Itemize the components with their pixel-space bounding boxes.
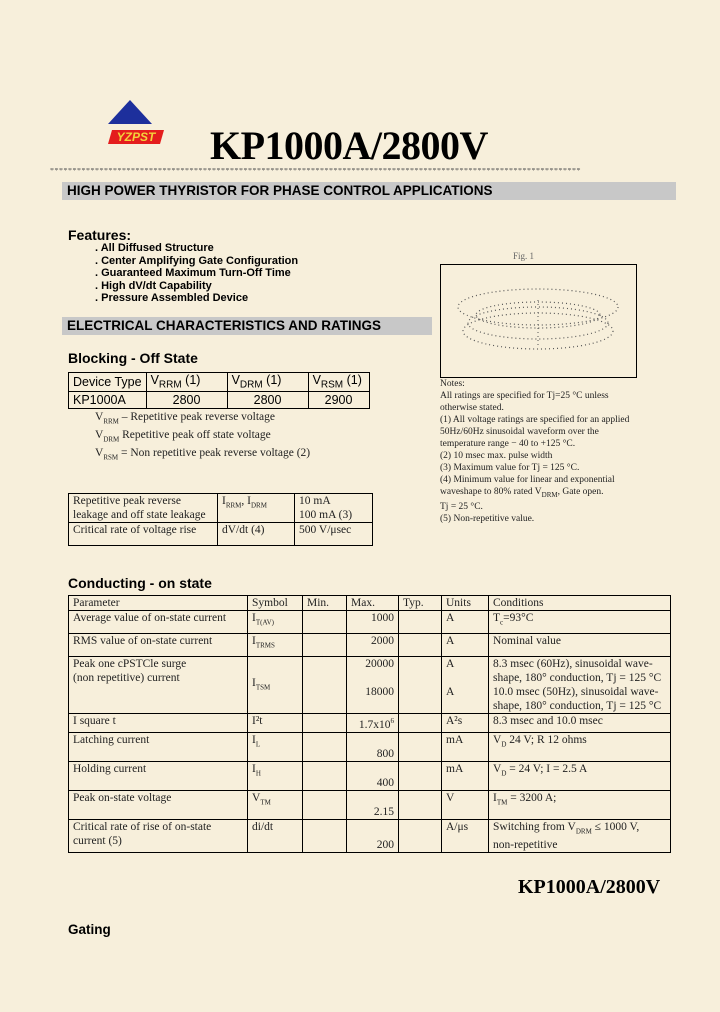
table-cell: di/dt xyxy=(248,819,303,852)
conducting-table xyxy=(68,595,671,853)
table-cell: 2800 xyxy=(227,391,308,408)
blocking-heading: Blocking - Off State xyxy=(68,350,198,366)
table-cell xyxy=(399,611,442,634)
feature-item: . All Diffused Structure xyxy=(95,242,214,254)
table-header: Parameter xyxy=(69,596,248,611)
page-title: KP1000A/2800V xyxy=(210,123,488,168)
table-cell: Critical rate of rise of on-state current (5) xyxy=(69,819,248,852)
notes-heading: Notes: xyxy=(440,379,465,389)
note-line: (2) 10 msec max. pulse width xyxy=(440,451,553,461)
table-cell: Switching from $V_{DRM} \le 1000$ V, non-repetitive xyxy=(489,819,671,852)
table-header: $V_{RRM}$ (1) xyxy=(146,373,227,392)
table-cell: $I_{TSM}$ xyxy=(248,657,303,714)
definition-line: $V_{RRM}$ – Repetitive peak reverse voltage xyxy=(95,411,276,426)
table-cell xyxy=(399,657,442,714)
table-header: Max. xyxy=(347,596,399,611)
feature-item: . High dV/dt Capability xyxy=(95,279,212,292)
table-row xyxy=(69,373,370,392)
leakage-table xyxy=(68,493,373,546)
elec-heading-bar: ELECTRICAL CHARACTERISTICS AND RATINGS xyxy=(62,317,432,335)
table-cell: 1000 xyxy=(347,611,399,634)
table-cell: 2800 xyxy=(146,391,227,408)
table-cell: 2000 xyxy=(347,634,399,657)
feature-item: . Pressure Assembled Device xyxy=(95,292,249,304)
table-cell: 8.3 msec (60Hz), sinusoidal wave- shape, 180° conduction, Tj = 125 °C 10.0 msec (50Hz), sinusoidal wave- shape, 180° conduction, Tj = 125 °C xyxy=(489,657,671,714)
table-header: Symbol xyxy=(248,596,303,611)
table-row xyxy=(69,611,671,634)
table-cell: dV/dt (4) xyxy=(218,523,295,546)
table-cell xyxy=(303,819,347,852)
feature-item: . Guaranteed Maximum Turn-Off Time xyxy=(95,267,291,279)
table-cell: 200 xyxy=(347,819,399,852)
table-cell: $V_D$ 24 V; R 12 ohms xyxy=(489,732,671,761)
note-line: waveshape to 80% rated $V_{DRM}$, Gate open. xyxy=(440,487,604,499)
feature-item: . Center Amplifying Gate Configuration xyxy=(95,254,299,267)
features-heading: Features: xyxy=(68,227,132,243)
table-header: Units xyxy=(442,596,489,611)
table-cell: $V_D = 24$ V; I = 2.5 A xyxy=(489,761,671,790)
table-cell: V xyxy=(442,790,489,819)
table-cell: Average value of on-state current xyxy=(69,611,248,634)
table-cell: 2.15 xyxy=(347,790,399,819)
conducting-heading: Conducting - on state xyxy=(68,575,212,591)
table-cell: mA xyxy=(442,761,489,790)
table-row xyxy=(69,819,671,852)
table-cell xyxy=(399,790,442,819)
table-cell: $I_{T(AV)}$ xyxy=(248,611,303,634)
table-header-row xyxy=(69,596,671,611)
table-cell: 8.3 msec and 10.0 msec xyxy=(489,714,671,733)
table-header: Conditions xyxy=(489,596,671,611)
table-header: $V_{RSM}$ (1) xyxy=(308,373,369,392)
separator: ********************************************************************************************************************** xyxy=(50,168,581,174)
table-cell xyxy=(303,714,347,733)
features-list xyxy=(95,242,298,305)
note-line: temperature range − 40 to +125 °C. xyxy=(440,439,576,449)
table-cell: 20000 18000 xyxy=(347,657,399,714)
logo-text: YZPST xyxy=(116,130,156,144)
table-cell: $I_{TM} = 3200$ A; xyxy=(489,790,671,819)
note-line: Tj = 25 °C. xyxy=(440,501,483,512)
table-cell: Repetitive peak reverse leakage and off state leakage xyxy=(69,494,218,523)
table-cell xyxy=(399,732,442,761)
device-figure xyxy=(440,251,637,378)
table-cell: Latching current xyxy=(69,732,248,761)
note-line: otherwise stated. xyxy=(440,403,504,413)
blocking-table xyxy=(68,372,370,409)
footer-title: KP1000A/2800V xyxy=(518,876,661,898)
table-cell xyxy=(303,634,347,657)
table-row xyxy=(69,790,671,819)
table-header: $V_{DRM}$ (1) xyxy=(227,373,308,392)
note-line: (3) Maximum value for Tj = 125 °C. xyxy=(440,463,580,473)
table-cell: Peak on-state voltage xyxy=(69,790,248,819)
definition-line: $V_{RSM}$ = Non repetitive peak reverse voltage (2) xyxy=(95,446,311,461)
table-cell: A/μs xyxy=(442,819,489,852)
note-line: (5) Non-repetitive value. xyxy=(440,513,535,524)
table-cell: $T_c=93^\circ C$ xyxy=(489,611,671,634)
table-cell xyxy=(399,634,442,657)
table-cell xyxy=(399,819,442,852)
table-cell: 500 V/μsec xyxy=(295,523,373,546)
table-row xyxy=(69,494,373,523)
company-logo xyxy=(100,100,170,150)
table-row xyxy=(69,732,671,761)
table-cell: A xyxy=(442,611,489,634)
gating-heading: Gating xyxy=(68,922,111,937)
table-header: Typ. xyxy=(399,596,442,611)
table-cell xyxy=(303,657,347,714)
table-cell: Peak one cPSTCle surge (non repetitive) current xyxy=(69,657,248,714)
table-row xyxy=(69,391,370,408)
table-cell: A A xyxy=(442,657,489,714)
table-cell xyxy=(303,761,347,790)
table-cell: A²s xyxy=(442,714,489,733)
table-cell: Holding current xyxy=(69,761,248,790)
note-line: (4) Minimum value for linear and exponential xyxy=(440,475,615,485)
table-cell xyxy=(399,761,442,790)
table-header: Min. xyxy=(303,596,347,611)
table-row xyxy=(69,657,671,714)
table-cell: RMS value of on-state current xyxy=(69,634,248,657)
table-cell xyxy=(399,714,442,733)
note-line: 50Hz/60Hz sinusoidal waveform over the xyxy=(440,427,599,437)
table-cell xyxy=(303,611,347,634)
table-cell: Nominal value xyxy=(489,634,671,657)
table-cell: mA xyxy=(442,732,489,761)
table-row xyxy=(69,761,671,790)
table-cell: $V_{TM}$ xyxy=(248,790,303,819)
table-cell: Critical rate of voltage rise xyxy=(69,523,218,546)
table-row xyxy=(69,523,373,546)
voltage-definitions xyxy=(95,411,310,464)
table-cell: 800 xyxy=(347,732,399,761)
table-cell: KP1000A xyxy=(69,391,147,408)
table-cell: I²t xyxy=(248,714,303,733)
table-header: Device Type xyxy=(69,373,147,392)
table-cell: $1.7x10^6$ xyxy=(347,714,399,733)
note-line: All ratings are specified for Tj=25 °C unless xyxy=(440,391,609,401)
table-cell: 400 xyxy=(347,761,399,790)
table-row xyxy=(69,714,671,733)
table-cell xyxy=(303,790,347,819)
table-cell: $I_L$ xyxy=(248,732,303,761)
table-cell: 10 mA 100 mA (3) xyxy=(295,494,373,523)
table-row xyxy=(69,634,671,657)
table-cell: I square t xyxy=(69,714,248,733)
table-cell: $I_{RRM}$, $I_{DRM}$ xyxy=(218,494,295,523)
subtitle-bar: HIGH POWER THYRISTOR FOR PHASE CONTROL APPLICATIONS xyxy=(62,182,676,200)
note-line: (1) All voltage ratings are specified for an applied xyxy=(440,415,630,425)
table-cell: A xyxy=(442,634,489,657)
definition-line: $V_{DRM}$ Repetitive peak off state voltage xyxy=(95,428,271,444)
table-cell xyxy=(303,732,347,761)
table-cell: $I_{TRMS}$ xyxy=(248,634,303,657)
table-cell: 2900 xyxy=(308,391,369,408)
notes xyxy=(440,378,640,525)
table-cell: $I_H$ xyxy=(248,761,303,790)
figure-label: Fig. 1 xyxy=(513,251,535,261)
